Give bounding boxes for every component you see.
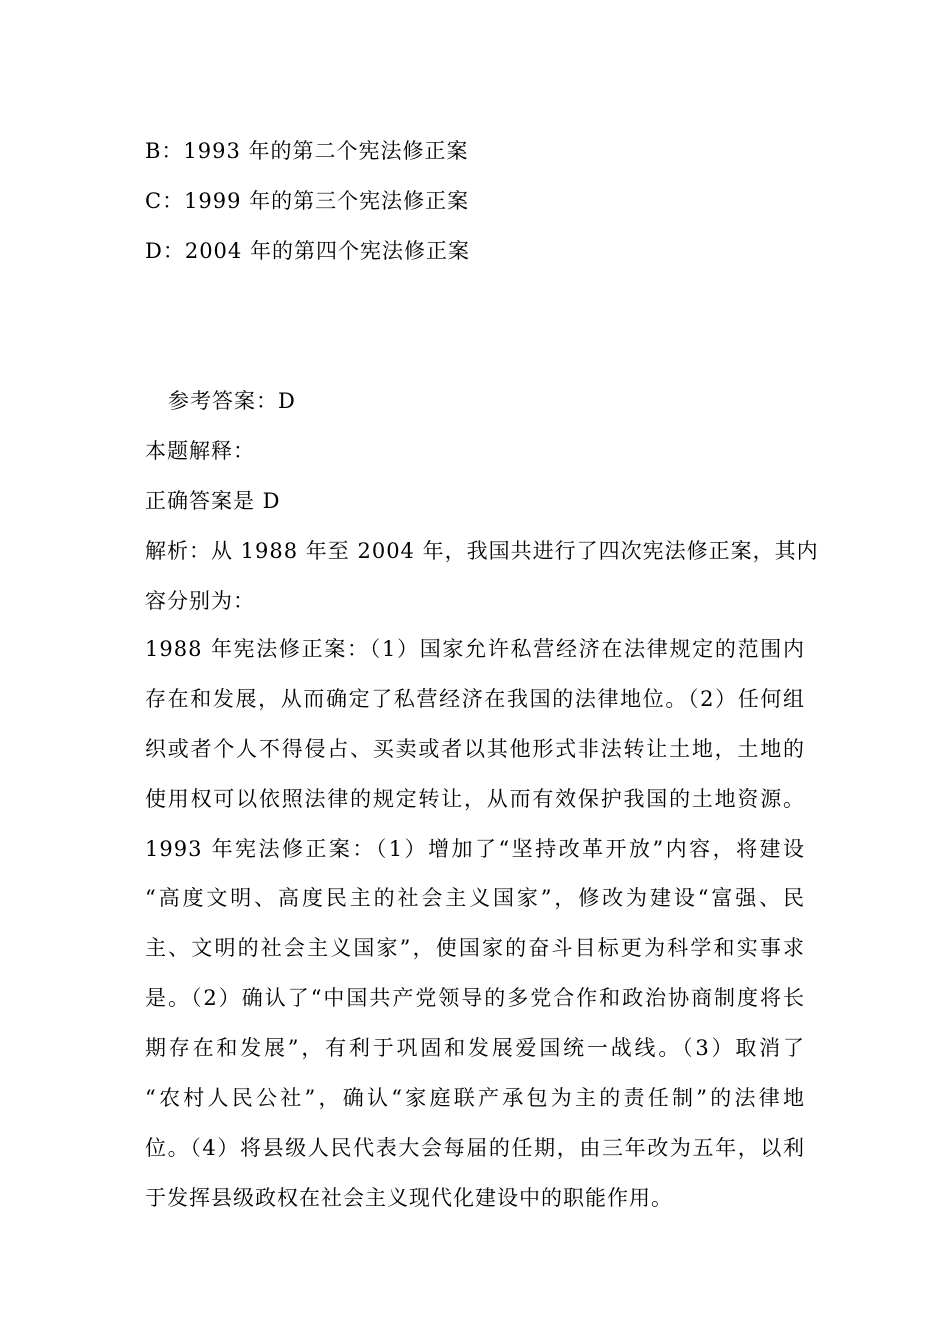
amendment-1993-line: “高度文明、高度民主的社会主义国家”，修改为建设“富强、民 (145, 886, 805, 910)
amendment-1993-line: 位。（4）将县级人民代表大会每届的任期，由三年改为五年，以利 (145, 1136, 805, 1160)
option-d: D：2004 年的第四个宪法修正案 (145, 239, 470, 263)
analysis-line: 容分别为： (145, 589, 255, 613)
amendment-1988-line: 存在和发展，从而确定了私营经济在我国的法律地位。（2）任何组 (145, 687, 805, 711)
analysis-line: 解析：从 1988 年至 2004 年，我国共进行了四次宪法修正案，其内 (145, 539, 819, 563)
amendment-1988-line: 使用权可以依照法律的规定转让，从而有效保护我国的土地资源。 (145, 787, 805, 811)
reference-answer: 参考答案：D (168, 389, 296, 413)
amendment-1993-line: 是。（2）确认了“中国共产党领导的多党合作和政治协商制度将长 (145, 986, 805, 1010)
explanation-heading: 本题解释： (145, 439, 255, 463)
amendment-1988-line: 1988 年宪法修正案：（1）国家允许私营经济在法律规定的范围内 (145, 637, 805, 661)
option-c: C：1999 年的第三个宪法修正案 (145, 189, 470, 213)
amendment-1993-line: 于发挥县级政权在社会主义现代化建设中的职能作用。 (145, 1186, 673, 1210)
correct-answer: 正确答案是 D (145, 489, 281, 513)
amendment-1993-line: 期存在和发展”，有利于巩固和发展爱国统一战线。（3）取消了 (145, 1036, 805, 1060)
amendment-1988-line: 织或者个人不得侵占、买卖或者以其他形式非法转让土地，土地的 (145, 737, 805, 761)
amendment-1993-line: 1993 年宪法修正案：（1）增加了“坚持改革开放”内容，将建设 (145, 837, 805, 861)
amendment-1993-line: “农村人民公社”，确认“家庭联产承包为主的责任制”的法律地 (145, 1086, 805, 1110)
amendment-1993-line: 主、文明的社会主义国家”，使国家的奋斗目标更为科学和实事求 (145, 936, 805, 960)
option-b: B：1993 年的第二个宪法修正案 (145, 139, 469, 163)
